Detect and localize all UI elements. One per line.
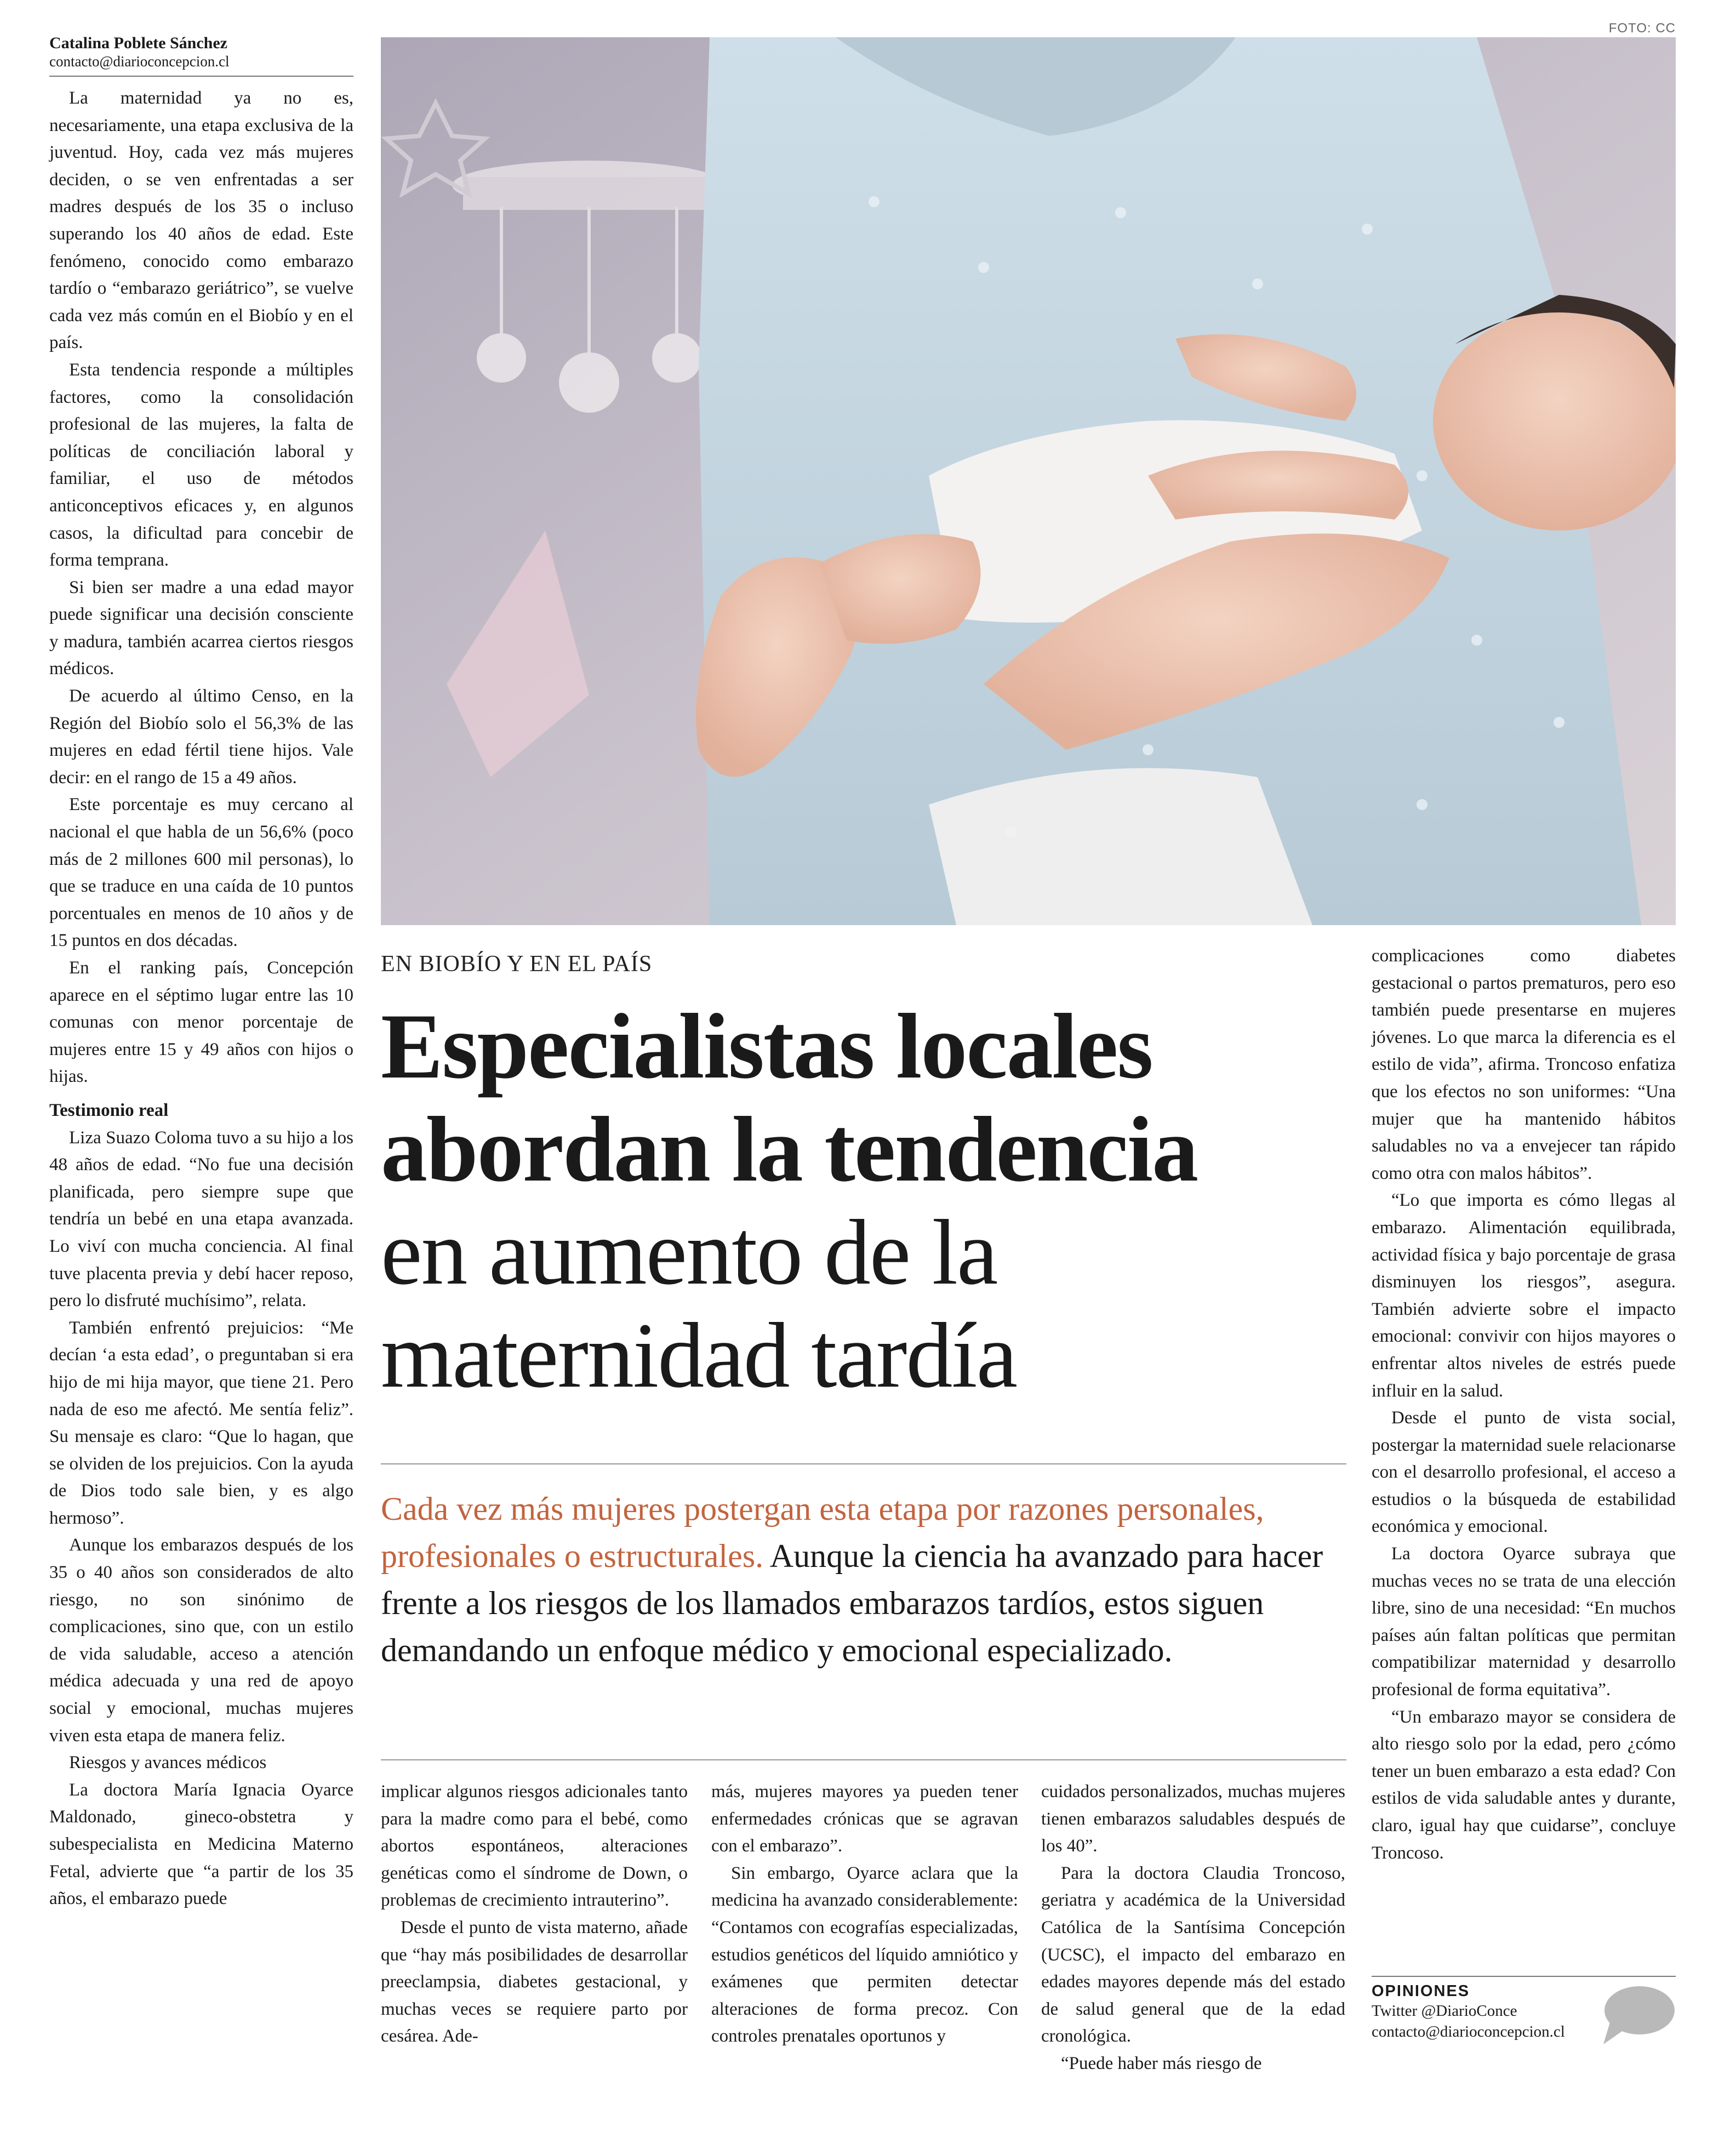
- paragraph: complicaciones como diabetes gestacional o partos prematuros, pero eso también puede presentarse en mujeres jóvenes. Lo que marca la diferencia es el estilo de vida”, afirma. Troncoso enfatiza que los efectos no son uniformes: “Una mujer que ha mantenido hábitos saludables no va a envejecer tan rápido como otra con malos hábitos”.: [1372, 946, 1676, 1183]
- paragraph: “Lo que importa es cómo llegas al embarazo. Alimentación equilibrada, actividad física y bajo porcentaje de grasa disminuyen los riesgos”, asegura. También advierte sobre el impacto emocional: convivir con hijos mayores o enfrentar altos niveles de estrés puede influir en la salud.: [1372, 1190, 1676, 1401]
- article-column-b3: [1041, 1778, 1345, 2078]
- headline-line-3: en aumento de la: [381, 1201, 997, 1304]
- byline: [49, 34, 353, 77]
- photo-credit: FOTO: CC: [1608, 21, 1676, 36]
- paragraph: En el ranking país, Concepción aparece en el séptimo lugar entre las 10 comunas con menor porcentaje de mujeres entre 15 y 49 años con hijos o hijas.: [49, 958, 353, 1087]
- paragraph: “Un embarazo mayor se considera de alto riesgo solo por la edad, pero ¿cómo tener un buen embarazo a esta edad? Con estilos de vida saludable antes y durante, claro, igual hay que cuidarse”, concluye Troncoso.: [1372, 1707, 1676, 1863]
- paragraph: La doctora María Ignacia Oyarce Maldonado, gineco-obstetra y subespecialista en Medicina Materno Fetal, advierte que “a partir de los 35 años, el embarazo puede: [49, 1780, 353, 1909]
- author-email[interactable]: contacto@diarioconcepcion.cl: [49, 53, 353, 77]
- kicker: EN BIOBÍO Y EN EL PAÍS: [381, 951, 653, 977]
- article-column-left: [49, 85, 353, 1913]
- paragraph: más, mujeres mayores ya pueden tener enfermedades crónicas que se agravan con el embarazo”.: [711, 1782, 1018, 1856]
- speech-bubble-icon: [1599, 1984, 1676, 2047]
- paragraph: implicar algunos riesgos adicionales tanto para la madre como para el bebé, como abortos espontáneos, alteraciones genéticas como el síndrome de Down, o problemas de crecimiento intrauterino”.: [381, 1782, 688, 1911]
- paragraph: “Puede haber más riesgo de: [1061, 2053, 1262, 2073]
- headline: [381, 995, 1356, 1407]
- subheading-inline: Riesgos y avances médicos: [69, 1753, 267, 1773]
- headline-line-2: abordan la tendencia: [381, 1098, 1198, 1201]
- paragraph: Esta tendencia responde a múltiples factores, como la consolidación profesional de las mujeres, la falta de políticas de conciliación laboral y familiar, el uso de métodos anticonceptivos eficaces y, en algunos casos, la dificultad para concebir de forma temprana.: [49, 360, 353, 571]
- paragraph: De acuerdo al último Censo, en la Región del Biobío solo el 56,3% de las mujeres en edad fértil tiene hijos. Vale decir: en el rango de 15 a 49 años.: [49, 686, 353, 788]
- paragraph: Este porcentaje es muy cercano al nacional el que habla de un 56,6% (poco más de 2 millones 600 mil personas), lo que se traduce en una caída de 10 puntos porcentuales en menos de 10 años y de 15 puntos en dos décadas.: [49, 795, 353, 951]
- headline-line-4: maternidad tardía: [381, 1304, 1017, 1407]
- paragraph: Para la doctora Claudia Troncoso, geriatra y académica de la Universidad Católica de la Santísima Concepción (UCSC), el impacto del embarazo en edades mayores depende más del estado de salud general que de la edad cronológica.: [1041, 1863, 1345, 2047]
- article-column-right: [1372, 943, 1676, 1867]
- subheading: Testimonio real: [49, 1100, 169, 1120]
- deck-highlight: Cada vez más mujeres postergan esta etapa por razones personales, profesionales o estructurales.: [381, 1491, 1264, 1574]
- paragraph: Sin embargo, Oyarce aclara que la medicina ha avanzado considerablemente: “Contamos con ecografías especializadas, estudios genéticos del líquido amniótico y exámenes que permiten detectar alteraciones de forma precoz. Con controles prenatales oportunos y: [711, 1863, 1018, 2047]
- opinions-twitter[interactable]: Twitter @DiarioConce: [1372, 2002, 1517, 2020]
- opinions-title: OPINIONES: [1372, 1982, 1470, 2000]
- paragraph: Si bien ser madre a una edad mayor puede significar una decisión consciente y madura, también acarrea ciertos riesgos médicos.: [49, 577, 353, 679]
- divider: [381, 1463, 1346, 1464]
- paragraph: Desde el punto de vista social, postergar la maternidad suele relacionarse con el desarrollo profesional, el acceso a estudios o la búsqueda de estabilidad económica y emocional.: [1372, 1408, 1676, 1537]
- paragraph: La doctora Oyarce subraya que muchas veces no se trata de una elección libre, sino de una necesidad: “En muchos países aún faltan políticas que permitan compatibilizar maternidad y desarrollo profesional de forma equitativa”.: [1372, 1544, 1676, 1700]
- paragraph: cuidados personalizados, muchas mujeres tienen embarazos saludables después de los 40”.: [1041, 1782, 1345, 1856]
- article-column-b1: [381, 1778, 688, 2050]
- paragraph: La maternidad ya no es, necesariamente, una etapa exclusiva de la juventud. Hoy, cada vez más mujeres deciden, o se ven enfrentadas a ser madres después de los 35 o incluso superando los 40 años de edad. Este fenómeno, conocido como embarazo tardío o “embarazo geriátrico”, se vuelve cada vez más común en el Biobío y en el país.: [49, 88, 353, 353]
- paragraph: Liza Suazo Coloma tuvo a su hijo a los 48 años de edad. “No fue una decisión planificada, pero siempre supe que tendría un bebé en una etapa avanzada. Lo viví con mucha conciencia. Al final tuve placenta previa y debí hacer reposo, pero lo disfruté muchísimo”, relata.: [49, 1127, 353, 1311]
- article-column-b2: [711, 1778, 1018, 2050]
- deck: [381, 1485, 1345, 1674]
- opinions-email[interactable]: contacto@diarioconcepcion.cl: [1372, 2023, 1565, 2040]
- paragraph: También enfrentó prejuicios: “Me decían ‘a esta edad’, o preguntaban si era hijo de mi hija mayor, que tiene 21. Pero nada de eso me afectó. Me sentía feliz”. Su mensaje es claro: “Que lo hagan, que se olviden de los prejuicios. Con la ayuda de Dios todo sale bien, y es algo hermoso”.: [49, 1318, 353, 1528]
- paragraph: Desde el punto de vista materno, añade que “hay más posibilidades de desarrollar preeclampsia, diabetes gestacional, y muchas veces se requiere parto por cesárea. Ade-: [381, 1917, 688, 2047]
- paragraph: Aunque los embarazos después de los 35 o 40 años son considerados de alto riesgo, no son sinónimo de complicaciones, sino que, con un estilo de vida saludable, acceso a atención médica adecuada y una red de apoyo social y emocional, muchas mujeres viven esta etapa de manera feliz.: [49, 1535, 353, 1746]
- author-name: Catalina Poblete Sánchez: [49, 34, 227, 52]
- divider: [381, 1759, 1346, 1760]
- article-photo: [381, 37, 1676, 925]
- headline-line-1: Especialistas locales: [381, 995, 1152, 1098]
- deck-text: Aunque la ciencia ha avanzado para hacer frente a los riesgos de los llamados embarazos tardíos, estos siguen demandando un enfoque médico y emocional especializado.: [381, 1538, 1323, 1668]
- mother-holding-baby-illustration: [381, 37, 1676, 925]
